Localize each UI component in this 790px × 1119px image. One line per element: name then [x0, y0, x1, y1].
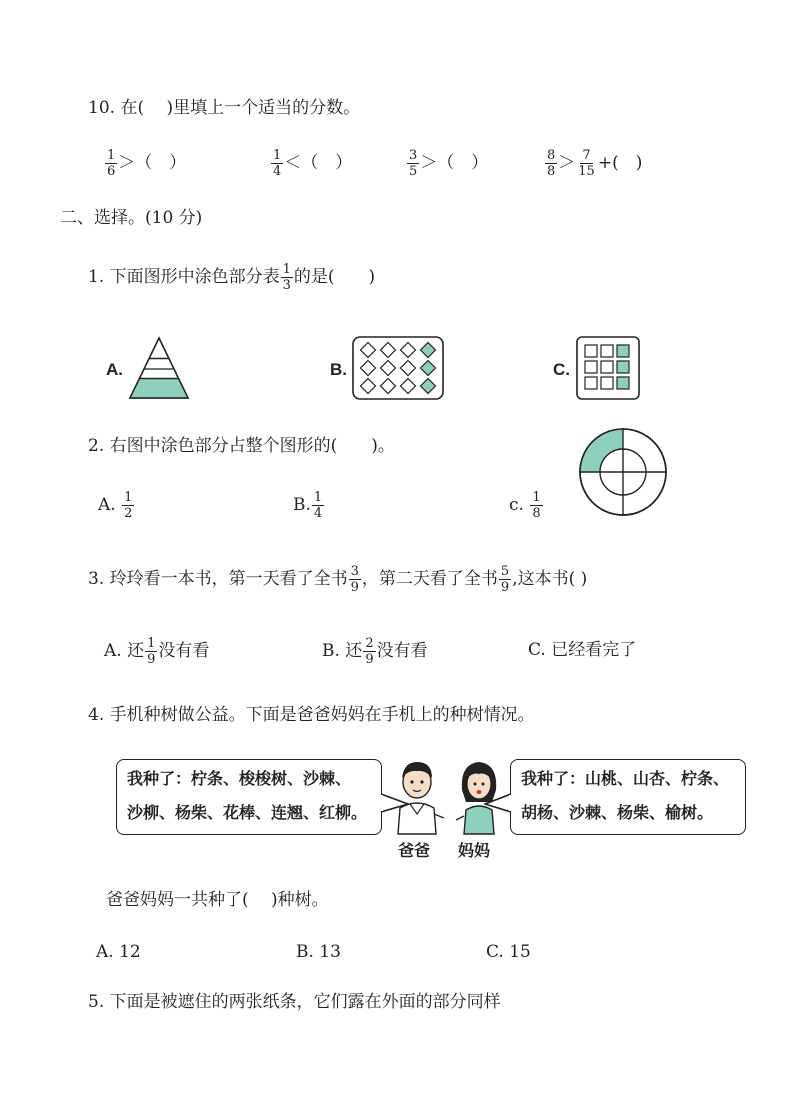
- q4-option-b[interactable]: B. 13: [296, 942, 341, 962]
- section2-title: 二、选择。(10 分): [60, 208, 203, 228]
- q1-option-c-label[interactable]: C.: [553, 360, 570, 379]
- fraction: $\frac{3}{5}$: [409, 148, 418, 179]
- fraction: $\frac{7}{15}$: [578, 148, 595, 179]
- q10-text: 10. 在( )里填上一个适当的分数。: [88, 98, 361, 118]
- grid-square-shaded: [617, 345, 629, 357]
- mom-speech-line: 我种了：山桃、山杏、柠条、: [521, 769, 730, 788]
- q1-option-b-label[interactable]: B.: [330, 360, 347, 379]
- fraction: $\frac{1}{4}$: [273, 148, 282, 179]
- fraction: $\frac{8}{8}$: [547, 148, 556, 179]
- grid-square-shaded: [617, 361, 629, 373]
- q3-option-c[interactable]: C. 已经看完了: [528, 640, 637, 660]
- triangle-figure: [128, 336, 190, 400]
- q2-text: 2. 右图中涂色部分占整个图形的( )。: [88, 436, 395, 456]
- fraction: $\frac{1}{2}$: [124, 490, 133, 521]
- grid-square: [601, 361, 613, 373]
- q2-option-c[interactable]: c. $\frac{1}{8}$: [509, 490, 541, 521]
- fraction: $\frac{1}{8}$: [532, 490, 541, 521]
- mom-label: 妈妈: [458, 841, 491, 860]
- fraction: $\frac{1}{9}$: [147, 636, 156, 667]
- q1-text: 1. 下面图形中涂色部分表 $\frac{1}{3}$ 的是( ): [88, 262, 376, 293]
- grid-square: [585, 377, 597, 389]
- q1-option-a-label[interactable]: A.: [106, 360, 123, 379]
- fraction: $\frac{2}{9}$: [365, 636, 374, 667]
- mom-speech-bubble: [510, 759, 746, 835]
- fraction: $\frac{1}{4}$: [313, 490, 323, 521]
- dad-speech-line: 我种了：柠条、梭梭树、沙棘、: [127, 769, 352, 788]
- dad-speech-bubble: [116, 759, 382, 835]
- square-grid-figure: [576, 336, 640, 400]
- q10-item-1: $\frac{1}{6}$ ＞（ ）: [107, 148, 187, 179]
- q10-item-4: $\frac{8}{8}$ ＞ $\frac{7}{15}$ +( ): [547, 148, 643, 179]
- grid-square-shaded: [617, 377, 629, 389]
- fraction: $\frac{1}{3}$: [282, 262, 291, 293]
- fraction: $\frac{3}{9}$: [350, 564, 359, 595]
- q4-text: 4. 手机种树做公益。下面是爸爸妈妈在手机上的种树情况。: [88, 705, 535, 725]
- dad-avatar: [388, 756, 446, 836]
- grid-square: [601, 345, 613, 357]
- dad-label: 爸爸: [398, 841, 431, 860]
- mom-avatar: [454, 756, 504, 836]
- diamond-grid-figure: [352, 336, 444, 400]
- mom-speech-line: 胡杨、沙棘、杨柴、榆树。: [521, 803, 714, 822]
- grid-square: [585, 345, 597, 357]
- q3-option-a[interactable]: A. 还 $\frac{1}{9}$ 没有看: [104, 636, 210, 667]
- dad-speech-line: 沙柳、杨柴、花棒、连翘、红柳。: [127, 803, 368, 822]
- q4-option-c[interactable]: C. 15: [486, 942, 531, 962]
- q2-option-a[interactable]: A. $\frac{1}{2}$: [98, 490, 133, 521]
- fraction: $\frac{1}{6}$: [107, 148, 116, 179]
- q4-question: 爸爸妈妈一共种了( )种树。: [106, 890, 329, 910]
- q10-item-3: $\frac{3}{5}$ ＞（ ）: [409, 148, 489, 179]
- ring-circle-figure: [578, 427, 668, 517]
- q4-option-a[interactable]: A. 12: [96, 942, 141, 962]
- q2-option-b[interactable]: B. $\frac{1}{4}$: [293, 490, 323, 521]
- q5-text: 5. 下面是被遮住的两张纸条，它们露在外面的部分同样: [88, 992, 501, 1012]
- grid-square: [601, 377, 613, 389]
- q3-option-b[interactable]: B. 还 $\frac{2}{9}$ 没有看: [322, 636, 428, 667]
- fraction: $\frac{5}{9}$: [500, 564, 510, 595]
- q10-item-2: $\frac{1}{4}$ ＜（ ）: [273, 148, 353, 179]
- grid-square: [585, 361, 597, 373]
- q3-text: 3. 玲玲看一本书，第一天看了全书 $\frac{3}{9}$ ，第二天看了全书 $\frac{5}{9}$ ,这本书( ): [88, 564, 588, 595]
